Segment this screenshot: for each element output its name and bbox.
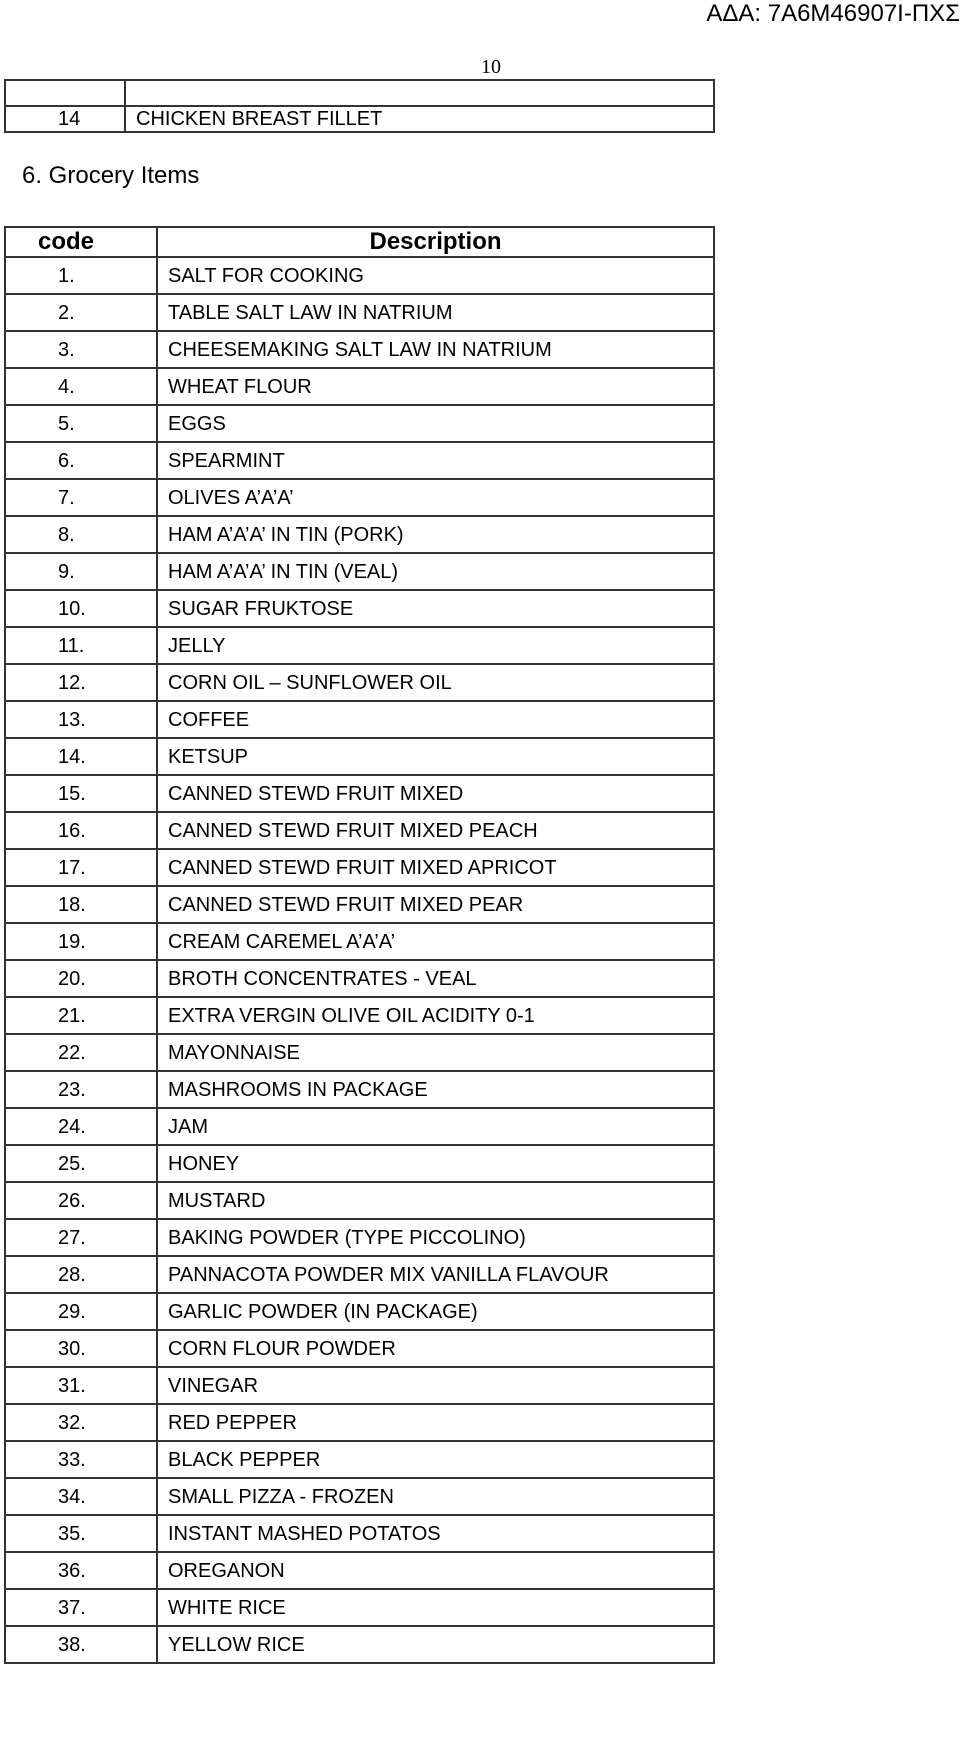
code-cell: 12.	[5, 664, 157, 701]
code-cell: 9.	[5, 553, 157, 590]
table-row	[5, 1626, 714, 1663]
table-row	[5, 368, 714, 405]
description-cell: PANNACOTA POWDER MIX VANILLA FLAVOUR	[157, 1256, 714, 1293]
code-cell: 35.	[5, 1515, 157, 1552]
table-row	[5, 516, 714, 553]
description-cell: BLACK PEPPER	[157, 1441, 714, 1478]
description-cell: SALT FOR COOKING	[157, 257, 714, 294]
description-cell: INSTANT MASHED POTATOS	[157, 1515, 714, 1552]
description-cell: BROTH CONCENTRATES - VEAL	[157, 960, 714, 997]
blank-code-cell	[5, 80, 125, 106]
description-cell: EGGS	[157, 405, 714, 442]
table-row	[5, 1071, 714, 1108]
table-row	[5, 997, 714, 1034]
description-cell: OLIVES A’A’A’	[157, 479, 714, 516]
description-cell: SMALL PIZZA - FROZEN	[157, 1478, 714, 1515]
description-cell: MUSTARD	[157, 1182, 714, 1219]
description-cell: SPEARMINT	[157, 442, 714, 479]
table-row	[5, 1441, 714, 1478]
code-cell: 25.	[5, 1145, 157, 1182]
description-cell: HONEY	[157, 1145, 714, 1182]
table-header-row	[5, 227, 714, 257]
table-row	[5, 331, 714, 368]
table-row	[5, 886, 714, 923]
code-cell: 22.	[5, 1034, 157, 1071]
code-cell: 21.	[5, 997, 157, 1034]
grocery-items-table	[4, 226, 715, 1664]
description-cell: RED PEPPER	[157, 1404, 714, 1441]
table-row	[5, 1515, 714, 1552]
table-row	[5, 627, 714, 664]
code-cell: 17.	[5, 849, 157, 886]
table-row	[5, 1404, 714, 1441]
code-cell: 14	[5, 106, 125, 132]
description-cell: SUGAR FRUKTOSE	[157, 590, 714, 627]
code-cell: 27.	[5, 1219, 157, 1256]
description-cell: WHITE RICE	[157, 1589, 714, 1626]
table-row	[5, 405, 714, 442]
code-cell: 26.	[5, 1182, 157, 1219]
code-cell: 1.	[5, 257, 157, 294]
description-cell: HAM A’A’A’ IN TIN (PORK)	[157, 516, 714, 553]
description-cell: COFFEE	[157, 701, 714, 738]
description-cell: MAYONNAISE	[157, 1034, 714, 1071]
code-cell: 34.	[5, 1478, 157, 1515]
table-row	[5, 294, 714, 331]
table-row	[5, 479, 714, 516]
code-cell: 31.	[5, 1367, 157, 1404]
description-cell: CREAM CAREMEL A’A’A’	[157, 923, 714, 960]
description-cell: CANNED STEWD FRUIT MIXED PEAR	[157, 886, 714, 923]
code-cell: 6.	[5, 442, 157, 479]
code-cell: 18.	[5, 886, 157, 923]
code-cell: 5.	[5, 405, 157, 442]
blank-description-cell	[125, 80, 714, 106]
code-cell: 3.	[5, 331, 157, 368]
description-cell: GARLIC POWDER (IN PACKAGE)	[157, 1293, 714, 1330]
table-row	[5, 1330, 714, 1367]
code-cell: 19.	[5, 923, 157, 960]
code-cell: 38.	[5, 1626, 157, 1663]
description-cell: YELLOW RICE	[157, 1626, 714, 1663]
table-row	[5, 1219, 714, 1256]
table-row	[5, 812, 714, 849]
code-cell: 11.	[5, 627, 157, 664]
table-row	[5, 590, 714, 627]
document-ada-id: ΑΔΑ: 7Α6Μ46907Ι-ΠΧΣ	[706, 0, 960, 27]
code-cell: 14.	[5, 738, 157, 775]
description-cell: CANNED STEWD FRUIT MIXED PEACH	[157, 812, 714, 849]
code-cell: 13.	[5, 701, 157, 738]
code-cell: 30.	[5, 1330, 157, 1367]
description-cell: VINEGAR	[157, 1367, 714, 1404]
description-cell: KETSUP	[157, 738, 714, 775]
code-cell: 36.	[5, 1552, 157, 1589]
description-cell: BAKING POWDER (TYPE PICCOLINO)	[157, 1219, 714, 1256]
code-cell: 32.	[5, 1404, 157, 1441]
previous-table	[4, 79, 715, 133]
grocery-items-table-body	[5, 227, 714, 1663]
table-row	[5, 1293, 714, 1330]
table-row	[5, 553, 714, 590]
page-number: 10	[481, 56, 501, 78]
description-cell: CORN OIL – SUNFLOWER OIL	[157, 664, 714, 701]
table-row	[5, 1034, 714, 1071]
column-header-code: code	[5, 227, 157, 257]
section-heading: 6. Grocery Items	[22, 162, 200, 189]
table-row	[5, 1256, 714, 1293]
code-cell: 10.	[5, 590, 157, 627]
table-row	[5, 1145, 714, 1182]
table-row	[5, 1589, 714, 1626]
code-cell: 16.	[5, 812, 157, 849]
description-cell: MASHROOMS IN PACKAGE	[157, 1071, 714, 1108]
description-cell: CANNED STEWD FRUIT MIXED	[157, 775, 714, 812]
description-cell: HAM A’A’A’ IN TIN (VEAL)	[157, 553, 714, 590]
description-cell: CORN FLOUR POWDER	[157, 1330, 714, 1367]
table-row	[5, 701, 714, 738]
code-cell: 15.	[5, 775, 157, 812]
description-cell: EXTRA VERGIN OLIVE OIL ACIDITY 0-1	[157, 997, 714, 1034]
code-cell: 29.	[5, 1293, 157, 1330]
code-cell: 7.	[5, 479, 157, 516]
description-cell: JELLY	[157, 627, 714, 664]
description-cell: OREGANON	[157, 1552, 714, 1589]
table-row	[5, 664, 714, 701]
code-cell: 28.	[5, 1256, 157, 1293]
description-cell: TABLE SALT LAW IN NATRIUM	[157, 294, 714, 331]
table-row	[5, 442, 714, 479]
table-row	[5, 257, 714, 294]
code-cell: 33.	[5, 1441, 157, 1478]
column-header-description: Description	[157, 227, 714, 257]
table-row	[5, 1478, 714, 1515]
table-row	[5, 1367, 714, 1404]
code-cell: 4.	[5, 368, 157, 405]
table-row	[5, 738, 714, 775]
table-row	[5, 923, 714, 960]
table-row	[5, 1182, 714, 1219]
table-row	[5, 775, 714, 812]
description-cell: CHEESEMAKING SALT LAW IN NATRIUM	[157, 331, 714, 368]
code-cell: 20.	[5, 960, 157, 997]
table-row	[5, 1552, 714, 1589]
table-row	[5, 106, 714, 132]
table-row	[5, 849, 714, 886]
table-row	[5, 1108, 714, 1145]
code-cell: 8.	[5, 516, 157, 553]
description-cell: JAM	[157, 1108, 714, 1145]
code-cell: 23.	[5, 1071, 157, 1108]
code-cell: 37.	[5, 1589, 157, 1626]
description-cell: WHEAT FLOUR	[157, 368, 714, 405]
previous-table-blank-row	[5, 80, 714, 106]
table-row	[5, 960, 714, 997]
previous-table-body	[5, 80, 714, 132]
description-cell: CHICKEN BREAST FILLET	[125, 106, 714, 132]
description-cell: CANNED STEWD FRUIT MIXED APRICOT	[157, 849, 714, 886]
code-cell: 24.	[5, 1108, 157, 1145]
code-cell: 2.	[5, 294, 157, 331]
